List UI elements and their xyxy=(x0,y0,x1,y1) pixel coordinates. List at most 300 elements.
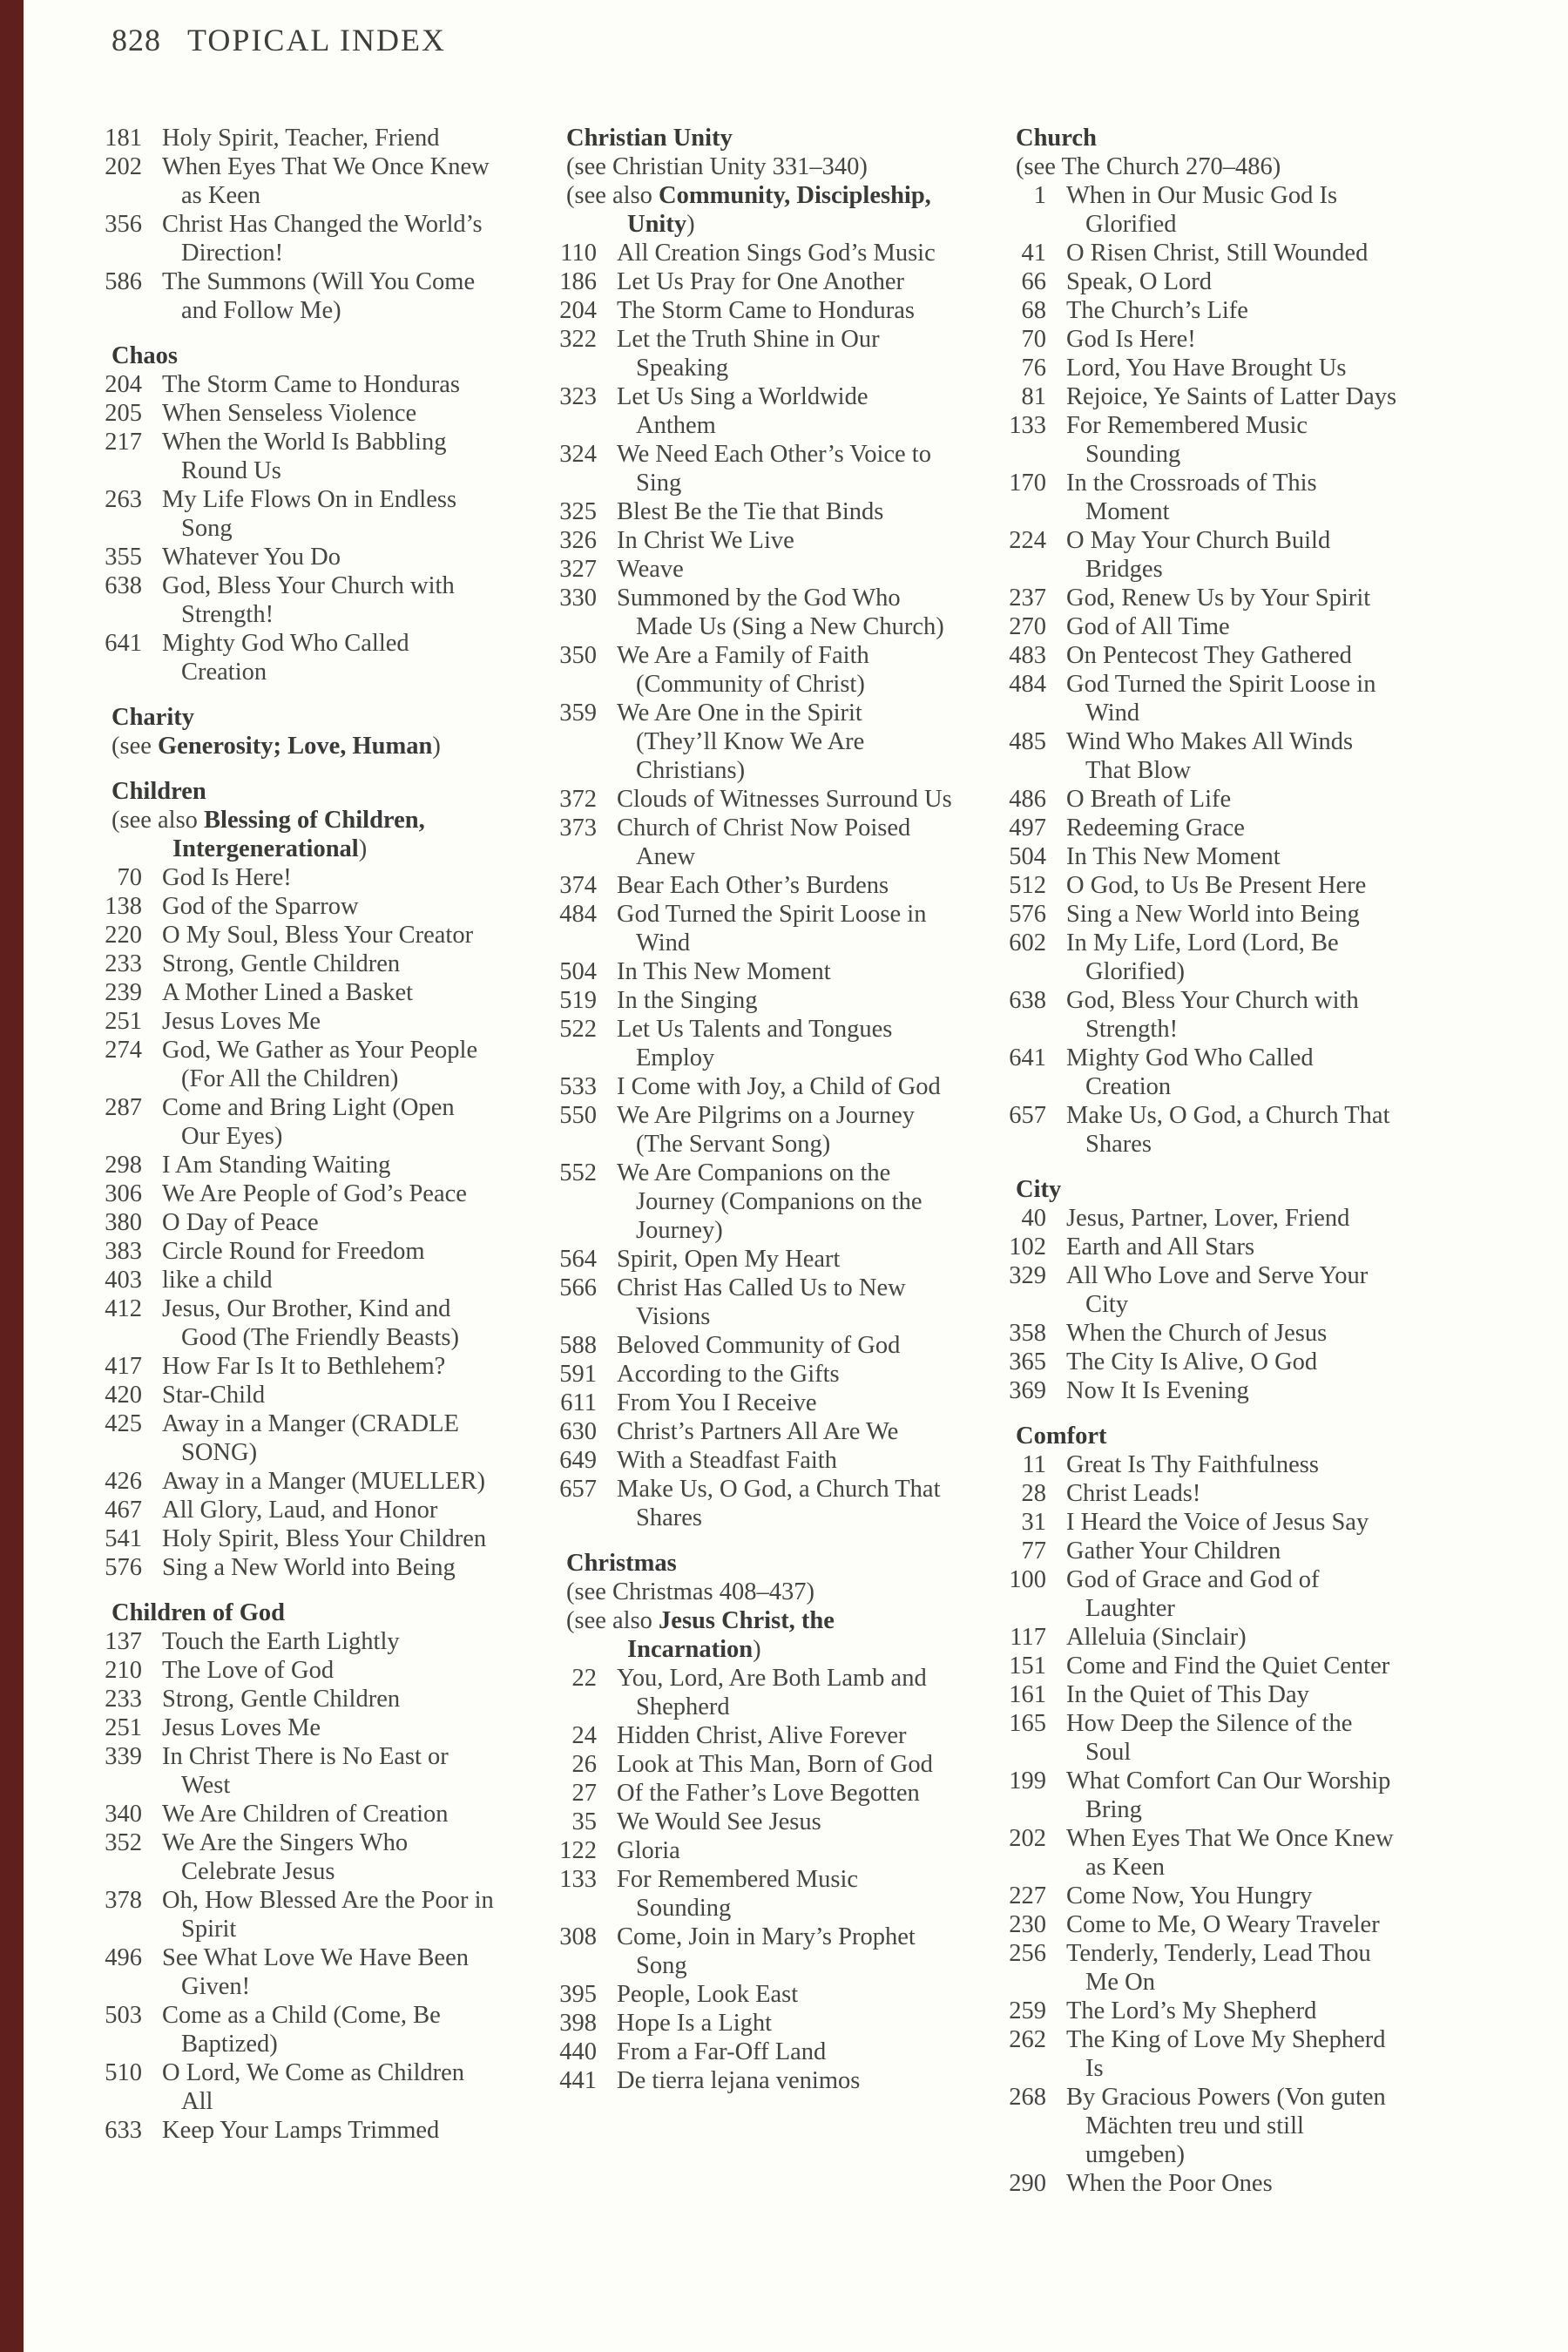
hymn-title-line: Of the Father’s Love Begotten xyxy=(617,1780,920,1807)
hymn-number: 566 xyxy=(559,1274,597,1301)
hymn-title xyxy=(617,440,1002,497)
index-entry xyxy=(1009,1680,1476,1709)
hymn-title-line: Is xyxy=(1085,2055,1104,2082)
hymn-number: 251 xyxy=(105,1008,142,1035)
hymn-title-line: Creation xyxy=(181,659,267,686)
hymn-title-line: Weave xyxy=(617,556,684,583)
hymn-title-line: When the Poor Ones xyxy=(1066,2170,1273,2197)
hymn-title xyxy=(1066,1348,1476,1376)
cross-reference-topic: Generosity; Love, Human xyxy=(158,733,433,760)
cross-reference-topic: Incarnation xyxy=(627,1636,754,1663)
hymn-title-line: Christ Has Changed the World’s xyxy=(162,211,483,238)
index-entry xyxy=(105,1409,549,1467)
hymn-title xyxy=(1066,1680,1476,1709)
index-entry xyxy=(566,1808,1002,1836)
index-entry xyxy=(105,485,549,543)
hymn-title xyxy=(162,1381,549,1409)
topic-heading: Comfort xyxy=(1016,1423,1107,1450)
hymn-number: 133 xyxy=(1009,412,1046,439)
hymn-title xyxy=(162,1524,549,1553)
index-column-2 xyxy=(559,124,1002,2095)
hymn-title-line: God of All Time xyxy=(1066,613,1230,640)
hymn-title-line: God Turned the Spirit Loose in xyxy=(617,901,927,928)
hymn-title xyxy=(1066,1709,1476,1767)
hymn-title-line: That Blow xyxy=(1085,757,1192,784)
cross-reference-text: (see also xyxy=(566,182,659,209)
index-entry xyxy=(105,1151,549,1179)
hymn-title-line: Holy Spirit, Bless Your Children xyxy=(162,1525,487,1552)
index-entry xyxy=(105,571,549,629)
hymn-title xyxy=(617,1417,1002,1446)
hymn-title xyxy=(1066,469,1476,526)
hymn-number: 306 xyxy=(105,1180,142,1207)
index-entry xyxy=(559,986,1002,1015)
hymn-title xyxy=(1066,382,1476,411)
hymn-title-line: We Are One in the Spirit xyxy=(617,700,862,727)
hymn-number: 484 xyxy=(1009,671,1046,698)
hymn-number: 274 xyxy=(105,1037,142,1064)
hymn-title xyxy=(162,1352,549,1381)
hymn-title xyxy=(617,1101,1002,1159)
index-entry xyxy=(1009,584,1476,612)
hymn-title xyxy=(617,699,1002,785)
hymn-number: 564 xyxy=(559,1246,597,1273)
hymn-title-line: God of Grace and God of xyxy=(1066,1566,1320,1593)
hymn-title xyxy=(617,2009,1002,2038)
hymn-title-line: In Christ There is No East or xyxy=(162,1743,449,1770)
hymn-title xyxy=(1066,1044,1476,1101)
hymn-title-line: Rejoice, Ye Saints of Latter Days xyxy=(1066,383,1397,410)
index-entry xyxy=(559,1865,1002,1923)
hymn-title-line: Star-Child xyxy=(162,1382,266,1409)
hymn-number: 403 xyxy=(105,1267,142,1294)
hymn-title xyxy=(617,2066,1002,2095)
hymn-title-line: When in Our Music God Is xyxy=(1066,182,1338,209)
hymn-title-line: Make Us, O God, a Church That xyxy=(1066,1102,1390,1129)
hymn-number: 484 xyxy=(559,901,597,928)
hymn-title xyxy=(162,1093,549,1151)
hymn-title-line: When Eyes That We Once Knew xyxy=(1066,1825,1394,1852)
index-entry xyxy=(105,1381,549,1409)
hymn-title-line: In Christ We Live xyxy=(617,527,794,554)
hymn-title-line: On Pentecost They Gathered xyxy=(1066,642,1352,669)
hymn-title-line: Shepherd xyxy=(636,1693,730,1720)
hymn-title-line: All xyxy=(181,2088,213,2115)
hymn-title-line: We Are Pilgrims on a Journey xyxy=(617,1102,916,1129)
hymn-number: 102 xyxy=(1009,1233,1046,1260)
hymn-title xyxy=(1066,670,1476,727)
hymn-title-line: Christians) xyxy=(636,757,746,784)
hymn-title-line: Journey (Companions on the xyxy=(636,1188,923,1215)
hymn-title xyxy=(1066,900,1476,929)
hymn-number: 202 xyxy=(105,153,142,180)
hymn-number: 649 xyxy=(559,1447,597,1474)
hymn-title xyxy=(1066,986,1476,1044)
hymn-title xyxy=(1066,325,1476,354)
hymn-title xyxy=(162,629,549,686)
hymn-title-line: We Are Children of Creation xyxy=(162,1801,449,1828)
hymn-title-line: Clouds of Witnesses Surround Us xyxy=(617,786,952,813)
index-entry xyxy=(1009,612,1476,641)
hymn-title-line: The Love of God xyxy=(162,1657,335,1684)
hymn-number: 383 xyxy=(105,1238,142,1265)
hymn-number: 204 xyxy=(559,297,597,324)
hymn-number: 76 xyxy=(1021,355,1046,382)
hymn-title-line: The City Is Alive, O God xyxy=(1066,1348,1318,1375)
hymn-number: 395 xyxy=(559,1981,597,2008)
index-entry xyxy=(1009,1652,1476,1680)
hymn-title-line: Come to Me, O Weary Traveler xyxy=(1066,1911,1380,1938)
index-entry xyxy=(105,2116,549,2145)
hymn-title xyxy=(1066,1450,1476,1479)
hymn-title xyxy=(1066,1204,1476,1233)
index-entry xyxy=(566,1779,1002,1808)
hymn-number: 550 xyxy=(559,1102,597,1129)
hymn-title-line: When Eyes That We Once Knew xyxy=(162,153,490,180)
hymn-title-line: Song xyxy=(181,515,233,542)
hymn-title-line: as Keen xyxy=(1085,1854,1165,1881)
hymn-number: 638 xyxy=(105,572,142,599)
hymn-title xyxy=(617,1750,1002,1779)
hymn-title-line: Made Us (Sing a New Church) xyxy=(636,613,944,640)
hymn-title xyxy=(1066,612,1476,641)
hymn-title-line: Celebrate Jesus xyxy=(181,1858,335,1885)
hymn-title-line: O Lord, We Come as Children xyxy=(162,2059,465,2086)
index-entry xyxy=(105,428,549,485)
hymn-title xyxy=(617,1274,1002,1331)
hymn-title-line: In the Quiet of This Day xyxy=(1066,1681,1309,1708)
hymn-number: 233 xyxy=(105,1686,142,1713)
cross-reference-text: ) xyxy=(358,835,368,862)
cross-reference-text: ) xyxy=(432,733,441,760)
index-entry xyxy=(105,1007,549,1036)
index-entry xyxy=(1016,1450,1476,1479)
cross-reference-text: (see xyxy=(112,733,159,760)
index-entry xyxy=(559,382,1002,440)
index-entry xyxy=(105,1828,549,1886)
index-entry xyxy=(105,1742,549,1800)
topic-block xyxy=(1009,124,1476,1159)
hymn-title xyxy=(1066,1319,1476,1348)
hymn-title xyxy=(617,1779,1002,1808)
hymn-title-line: (For All the Children) xyxy=(181,1065,399,1092)
hymn-title-line: Shares xyxy=(636,1504,702,1531)
hymn-title xyxy=(162,428,549,485)
hymn-title-line: The Storm Came to Honduras xyxy=(162,371,460,398)
hymn-title-line: All Glory, Laud, and Honor xyxy=(162,1497,438,1524)
hymn-title xyxy=(1066,1101,1476,1159)
cross-reference-line xyxy=(566,152,1002,181)
index-entry xyxy=(1009,900,1476,929)
index-entry xyxy=(105,267,549,325)
hymn-title xyxy=(1066,929,1476,986)
hymn-number: 224 xyxy=(1009,527,1046,554)
cross-reference-line xyxy=(112,732,549,760)
hymn-title xyxy=(162,399,549,428)
hymn-number: 486 xyxy=(1009,786,1046,813)
hymn-title xyxy=(162,2116,549,2145)
hymn-number: 217 xyxy=(105,429,142,456)
hymn-title xyxy=(162,485,549,543)
hymn-title-line: Mighty God Who Called xyxy=(162,630,409,657)
hymn-title-line: Beloved Community of God xyxy=(617,1332,901,1359)
hymn-title-line: Away in a Manger (MUELLER) xyxy=(162,1468,485,1495)
index-entry xyxy=(559,1475,1002,1532)
hymn-title-line: Make Us, O God, a Church That xyxy=(617,1476,941,1503)
hymn-title-line: Hope Is a Light xyxy=(617,2010,773,2037)
hymn-number: 210 xyxy=(105,1657,142,1684)
hymn-title-line: Come and Bring Light (Open xyxy=(162,1094,455,1121)
hymn-number: 374 xyxy=(559,872,597,899)
hymn-number: 138 xyxy=(105,893,142,920)
hymn-title-line: Jesus, Our Brother, Kind and xyxy=(162,1295,451,1322)
hymn-number: 352 xyxy=(105,1829,142,1856)
hymn-number: 66 xyxy=(1021,268,1046,295)
index-entry xyxy=(105,124,549,152)
hymn-title-line: Anthem xyxy=(636,412,716,439)
hymn-title xyxy=(1066,1652,1476,1680)
hymn-title-line: Let the Truth Shine in Our xyxy=(617,326,880,353)
hymn-number: 638 xyxy=(1009,987,1046,1014)
hymn-title-line: God, Renew Us by Your Spirit xyxy=(1066,585,1371,612)
hymn-title xyxy=(162,1886,549,1943)
index-entry xyxy=(559,1980,1002,2009)
hymn-title xyxy=(1066,1767,1476,1824)
hymn-title-line: The Church’s Life xyxy=(1066,297,1248,324)
hymn-number: 426 xyxy=(105,1468,142,1495)
hymn-number: 170 xyxy=(1009,470,1046,497)
hymn-number: 24 xyxy=(571,1722,597,1749)
cross-reference-text: (see The Church 270–486) xyxy=(1016,153,1281,180)
hymn-number: 339 xyxy=(105,1743,142,1770)
hymn-title-line: Sing a New World into Being xyxy=(1066,901,1360,928)
hymn-title-line: Me On xyxy=(1085,1969,1155,1996)
hymn-number: 641 xyxy=(105,630,142,657)
index-entry xyxy=(105,1208,549,1237)
hymn-title xyxy=(162,1828,549,1886)
hymn-title-line: Blest Be the Tie that Binds xyxy=(617,498,884,525)
hymn-number: 519 xyxy=(559,987,597,1014)
hymn-title-line: Laughter xyxy=(1085,1595,1175,1622)
index-entry xyxy=(1009,670,1476,727)
index-entry xyxy=(105,2001,549,2058)
hymn-title-line: Mächten treu und still xyxy=(1085,2112,1304,2139)
hymn-number: 373 xyxy=(559,814,597,841)
hymn-title-line: Earth and All Stars xyxy=(1066,1233,1255,1260)
index-entry xyxy=(559,1446,1002,1475)
hymn-title-line: In This New Moment xyxy=(617,958,831,985)
index-entry xyxy=(1016,1537,1476,1565)
hymn-title-line: West xyxy=(181,1772,231,1799)
index-entry xyxy=(559,699,1002,785)
hymn-title xyxy=(162,1467,549,1496)
hymn-title-line: How Far Is It to Bethlehem? xyxy=(162,1353,446,1380)
hymn-title-line: Sing a New World into Being xyxy=(162,1554,456,1581)
index-entry xyxy=(1016,239,1476,267)
hymn-number: 290 xyxy=(1009,2170,1046,2197)
index-entry xyxy=(1016,267,1476,296)
hymn-title xyxy=(1066,871,1476,900)
hymn-title-line: Holy Spirit, Teacher, Friend xyxy=(162,125,440,152)
hymn-title-line: Away in a Manger (CRADLE xyxy=(162,1410,459,1437)
index-entry xyxy=(105,2058,549,2116)
index-entry xyxy=(560,1389,1002,1417)
hymn-title xyxy=(162,1685,549,1713)
hymn-title-line: Hidden Christ, Alive Forever xyxy=(617,1722,907,1749)
hymn-title-line: Bridges xyxy=(1085,556,1163,583)
index-entry xyxy=(1009,2025,1476,2083)
hymn-title-line: Bring xyxy=(1085,1796,1142,1823)
index-entry xyxy=(559,2038,1002,2066)
hymn-number: 355 xyxy=(105,544,142,571)
index-entry xyxy=(1016,354,1476,382)
hymn-number: 70 xyxy=(1021,326,1046,353)
index-entry xyxy=(105,1943,549,2001)
hymn-title-line: Lord, You Have Brought Us xyxy=(1066,355,1347,382)
index-entry xyxy=(105,1352,549,1381)
hymn-number: 510 xyxy=(105,2059,142,2086)
hymn-number: 268 xyxy=(1009,2084,1046,2111)
hymn-title-line: God of the Sparrow xyxy=(162,893,359,920)
hymn-number: 27 xyxy=(571,1780,597,1807)
hymn-title xyxy=(617,1389,1002,1417)
topic-block xyxy=(105,1598,549,2145)
hymn-title xyxy=(1066,727,1476,785)
index-entry xyxy=(559,526,1002,555)
cross-reference-topic: Jesus Christ, the xyxy=(659,1607,835,1634)
hymn-title-line: Strong, Gentle Children xyxy=(162,950,401,977)
index-entry xyxy=(105,152,549,210)
hymn-title xyxy=(162,1237,549,1266)
index-entry xyxy=(1016,325,1476,354)
hymn-title-line: From You I Receive xyxy=(617,1389,817,1416)
hymn-title-line: God Is Here! xyxy=(1066,326,1196,353)
hymn-number: 380 xyxy=(105,1209,142,1236)
hymn-title-line: Good (The Friendly Beasts) xyxy=(181,1324,459,1351)
index-entry xyxy=(559,1923,1002,1980)
hymn-number: 117 xyxy=(1010,1624,1046,1651)
hymn-title xyxy=(1066,584,1476,612)
hymn-title-line: Mighty God Who Called xyxy=(1066,1044,1314,1071)
hymn-number: 262 xyxy=(1009,2026,1046,2053)
hymn-title-line: Wind xyxy=(1085,700,1140,727)
hymn-title-line: Great Is Thy Faithfulness xyxy=(1066,1451,1319,1478)
hymn-title xyxy=(162,1742,549,1800)
hymn-number: 358 xyxy=(1009,1320,1046,1347)
index-entry xyxy=(559,325,1002,382)
index-entry xyxy=(1009,641,1476,670)
topic-heading: Christian Unity xyxy=(566,125,733,152)
hymn-title-line: Direction! xyxy=(181,240,284,267)
hymn-title-line: All Creation Sings God’s Music xyxy=(617,240,936,267)
hymn-title xyxy=(162,1208,549,1237)
hymn-number: 70 xyxy=(117,864,142,891)
cross-reference-text: (see Christian Unity 331–340) xyxy=(566,153,868,180)
index-entry xyxy=(1016,1508,1476,1537)
hymn-title xyxy=(1066,1939,1476,1997)
hymn-title-line: I Am Standing Waiting xyxy=(162,1152,391,1179)
hymn-number: 133 xyxy=(559,1866,597,1893)
hymn-title-line: In the Crossroads of This xyxy=(1066,470,1317,497)
index-entry xyxy=(105,370,549,399)
hymn-title xyxy=(162,921,549,950)
hymn-title-line: Moment xyxy=(1085,498,1170,525)
hymn-number: 199 xyxy=(1009,1767,1046,1794)
hymn-title xyxy=(617,1159,1002,1245)
topic-heading: Church xyxy=(1016,125,1097,152)
cross-reference-line xyxy=(627,1635,1002,1664)
cross-reference-line xyxy=(566,1606,1002,1635)
hymn-number: 602 xyxy=(1009,929,1046,956)
hymn-title xyxy=(617,1808,1002,1836)
index-entry xyxy=(1016,382,1476,411)
hymn-title-line: People, Look East xyxy=(617,1981,799,2008)
hymn-title xyxy=(617,584,1002,641)
index-entry xyxy=(105,1496,549,1524)
hymn-title xyxy=(1066,2083,1476,2169)
index-entry xyxy=(1009,1565,1476,1623)
hymn-title xyxy=(162,1409,549,1467)
hymn-title xyxy=(617,382,1002,440)
hymn-title-line: (The Servant Song) xyxy=(636,1131,831,1158)
hymn-title-line: We Are Companions on the xyxy=(617,1159,891,1186)
hymn-title-line: Wind Who Makes All Winds xyxy=(1066,728,1354,755)
hymn-title-line: The Storm Came to Honduras xyxy=(617,297,915,324)
hymn-title-line: Summoned by the God Who xyxy=(617,585,901,612)
hymn-title xyxy=(1066,526,1476,584)
index-entry xyxy=(1009,1767,1476,1824)
index-entry xyxy=(1009,785,1476,814)
index-entry xyxy=(559,814,1002,871)
hymn-title xyxy=(162,1179,549,1208)
hymn-title-line: When the Church of Jesus xyxy=(1066,1320,1328,1347)
hymn-title xyxy=(1066,1479,1476,1508)
page-number: 828 xyxy=(112,23,161,57)
hymn-title xyxy=(162,2058,549,2116)
hymn-title-line: Song xyxy=(636,1952,687,1979)
hymn-title-line: Jesus Loves Me xyxy=(162,1008,321,1035)
index-entry xyxy=(105,1266,549,1294)
index-entry xyxy=(559,1245,1002,1274)
index-entry xyxy=(105,892,549,921)
hymn-title xyxy=(617,986,1002,1015)
hymn-title xyxy=(162,1007,549,1036)
hymn-number: 202 xyxy=(1009,1825,1046,1852)
hymn-title xyxy=(617,325,1002,382)
hymn-title xyxy=(162,1294,549,1352)
index-entry xyxy=(105,543,549,571)
hymn-number: 227 xyxy=(1009,1882,1046,1909)
index-entry xyxy=(105,1524,549,1553)
hymn-number: 552 xyxy=(559,1159,597,1186)
hymn-number: 586 xyxy=(105,268,142,295)
hymn-title xyxy=(617,1331,1002,1360)
hymn-title-line: In the Singing xyxy=(617,987,758,1014)
index-entry xyxy=(105,1800,549,1828)
hymn-title xyxy=(162,1943,549,2001)
hymn-number: 40 xyxy=(1021,1205,1046,1232)
hymn-number: 256 xyxy=(1009,1940,1046,1967)
hymn-title-line: Journey) xyxy=(636,1217,723,1244)
cross-reference-text: (see also xyxy=(566,1607,659,1634)
hymn-title-line: Baptized) xyxy=(181,2031,278,2058)
hymn-number: 630 xyxy=(559,1418,597,1445)
index-entry xyxy=(105,1093,549,1151)
hymn-title-line: Glorified xyxy=(1085,211,1177,238)
hymn-title-line: Look at This Man, Born of God xyxy=(617,1751,933,1778)
hymn-number: 356 xyxy=(105,211,142,238)
hymn-number: 417 xyxy=(105,1353,142,1380)
